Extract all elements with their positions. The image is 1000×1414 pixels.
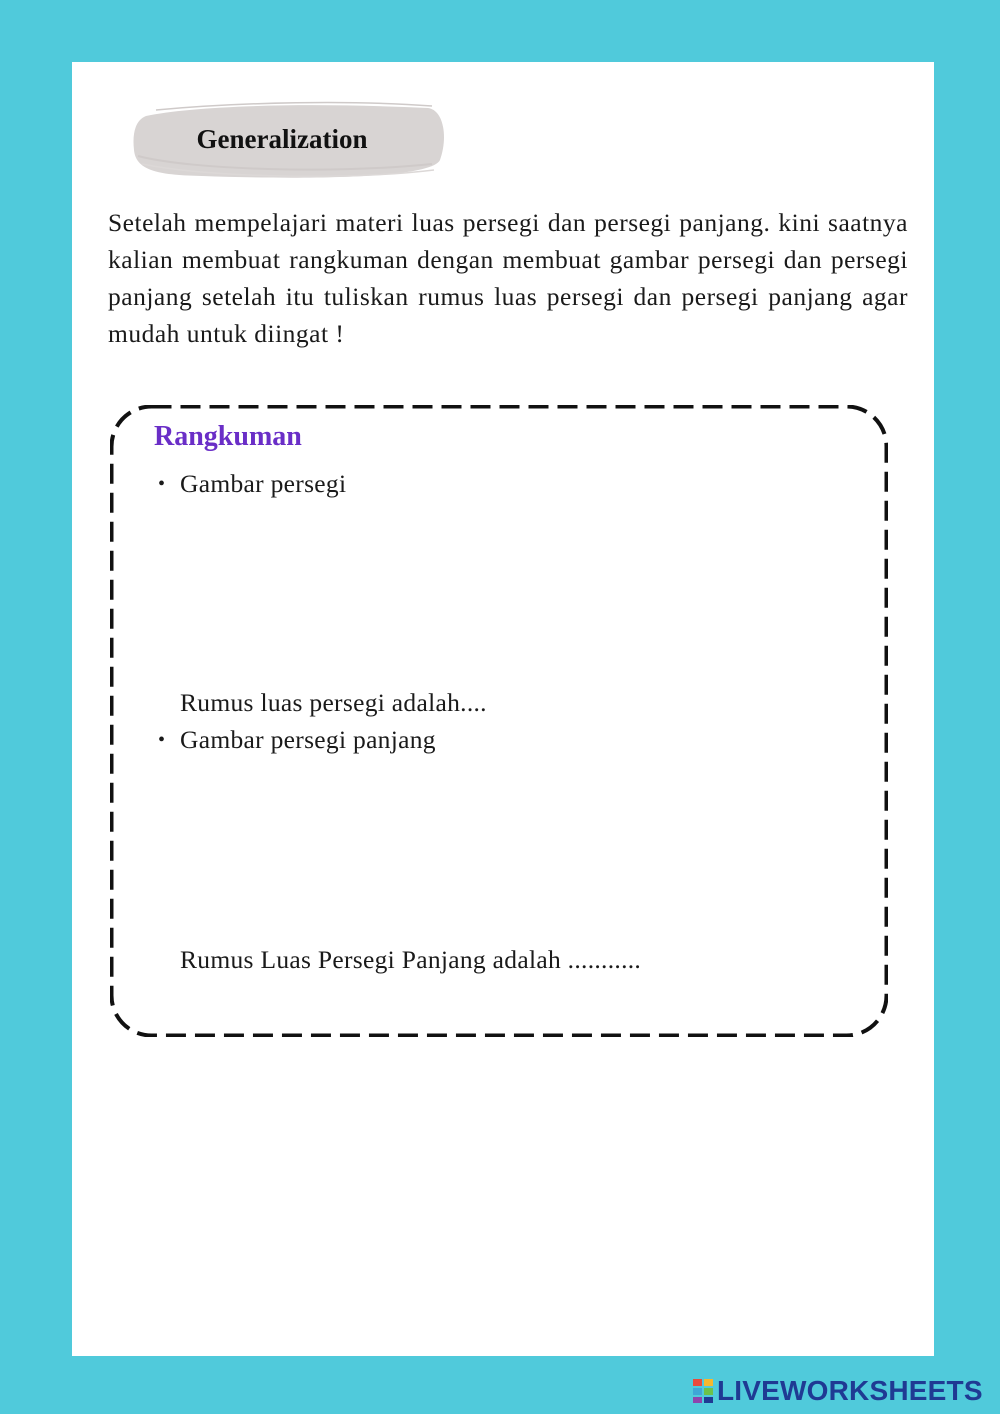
summary-item-rectangle bbox=[158, 725, 436, 755]
section-badge bbox=[132, 98, 448, 184]
dashed-border bbox=[110, 405, 888, 1037]
liveworksheets-brand bbox=[692, 1374, 983, 1408]
bullet-icon: • bbox=[158, 729, 166, 751]
bullet-icon: • bbox=[158, 473, 166, 495]
formula-square: Rumus luas persegi adalah.... bbox=[180, 688, 487, 717]
item-label-rectangle: Gambar persegi panjang bbox=[180, 725, 436, 754]
summary-title: Rangkuman bbox=[154, 421, 302, 452]
item-label-square: Gambar persegi bbox=[180, 469, 347, 498]
instruction-paragraph: Setelah mempelajari materi luas persegi dan persegi panjang. kini saatnya kalian membuat rangkuman dengan membuat gambar persegi dan persegi panjang setelah itu tuliskan rumus luas persegi dan persegi panjang agar mudah untuk diingat ! bbox=[108, 208, 908, 348]
section-title: Generalization bbox=[196, 124, 368, 154]
liveworksheets-logo-icon bbox=[692, 1378, 714, 1404]
formula-rectangle: Rumus Luas Persegi Panjang adalah ........... bbox=[180, 945, 642, 974]
summary-item-square bbox=[158, 469, 346, 499]
summary-box bbox=[110, 405, 888, 1037]
worksheet-page bbox=[72, 62, 934, 1356]
brand-wordmark: LIVEWORKSHEETS bbox=[717, 1375, 983, 1406]
